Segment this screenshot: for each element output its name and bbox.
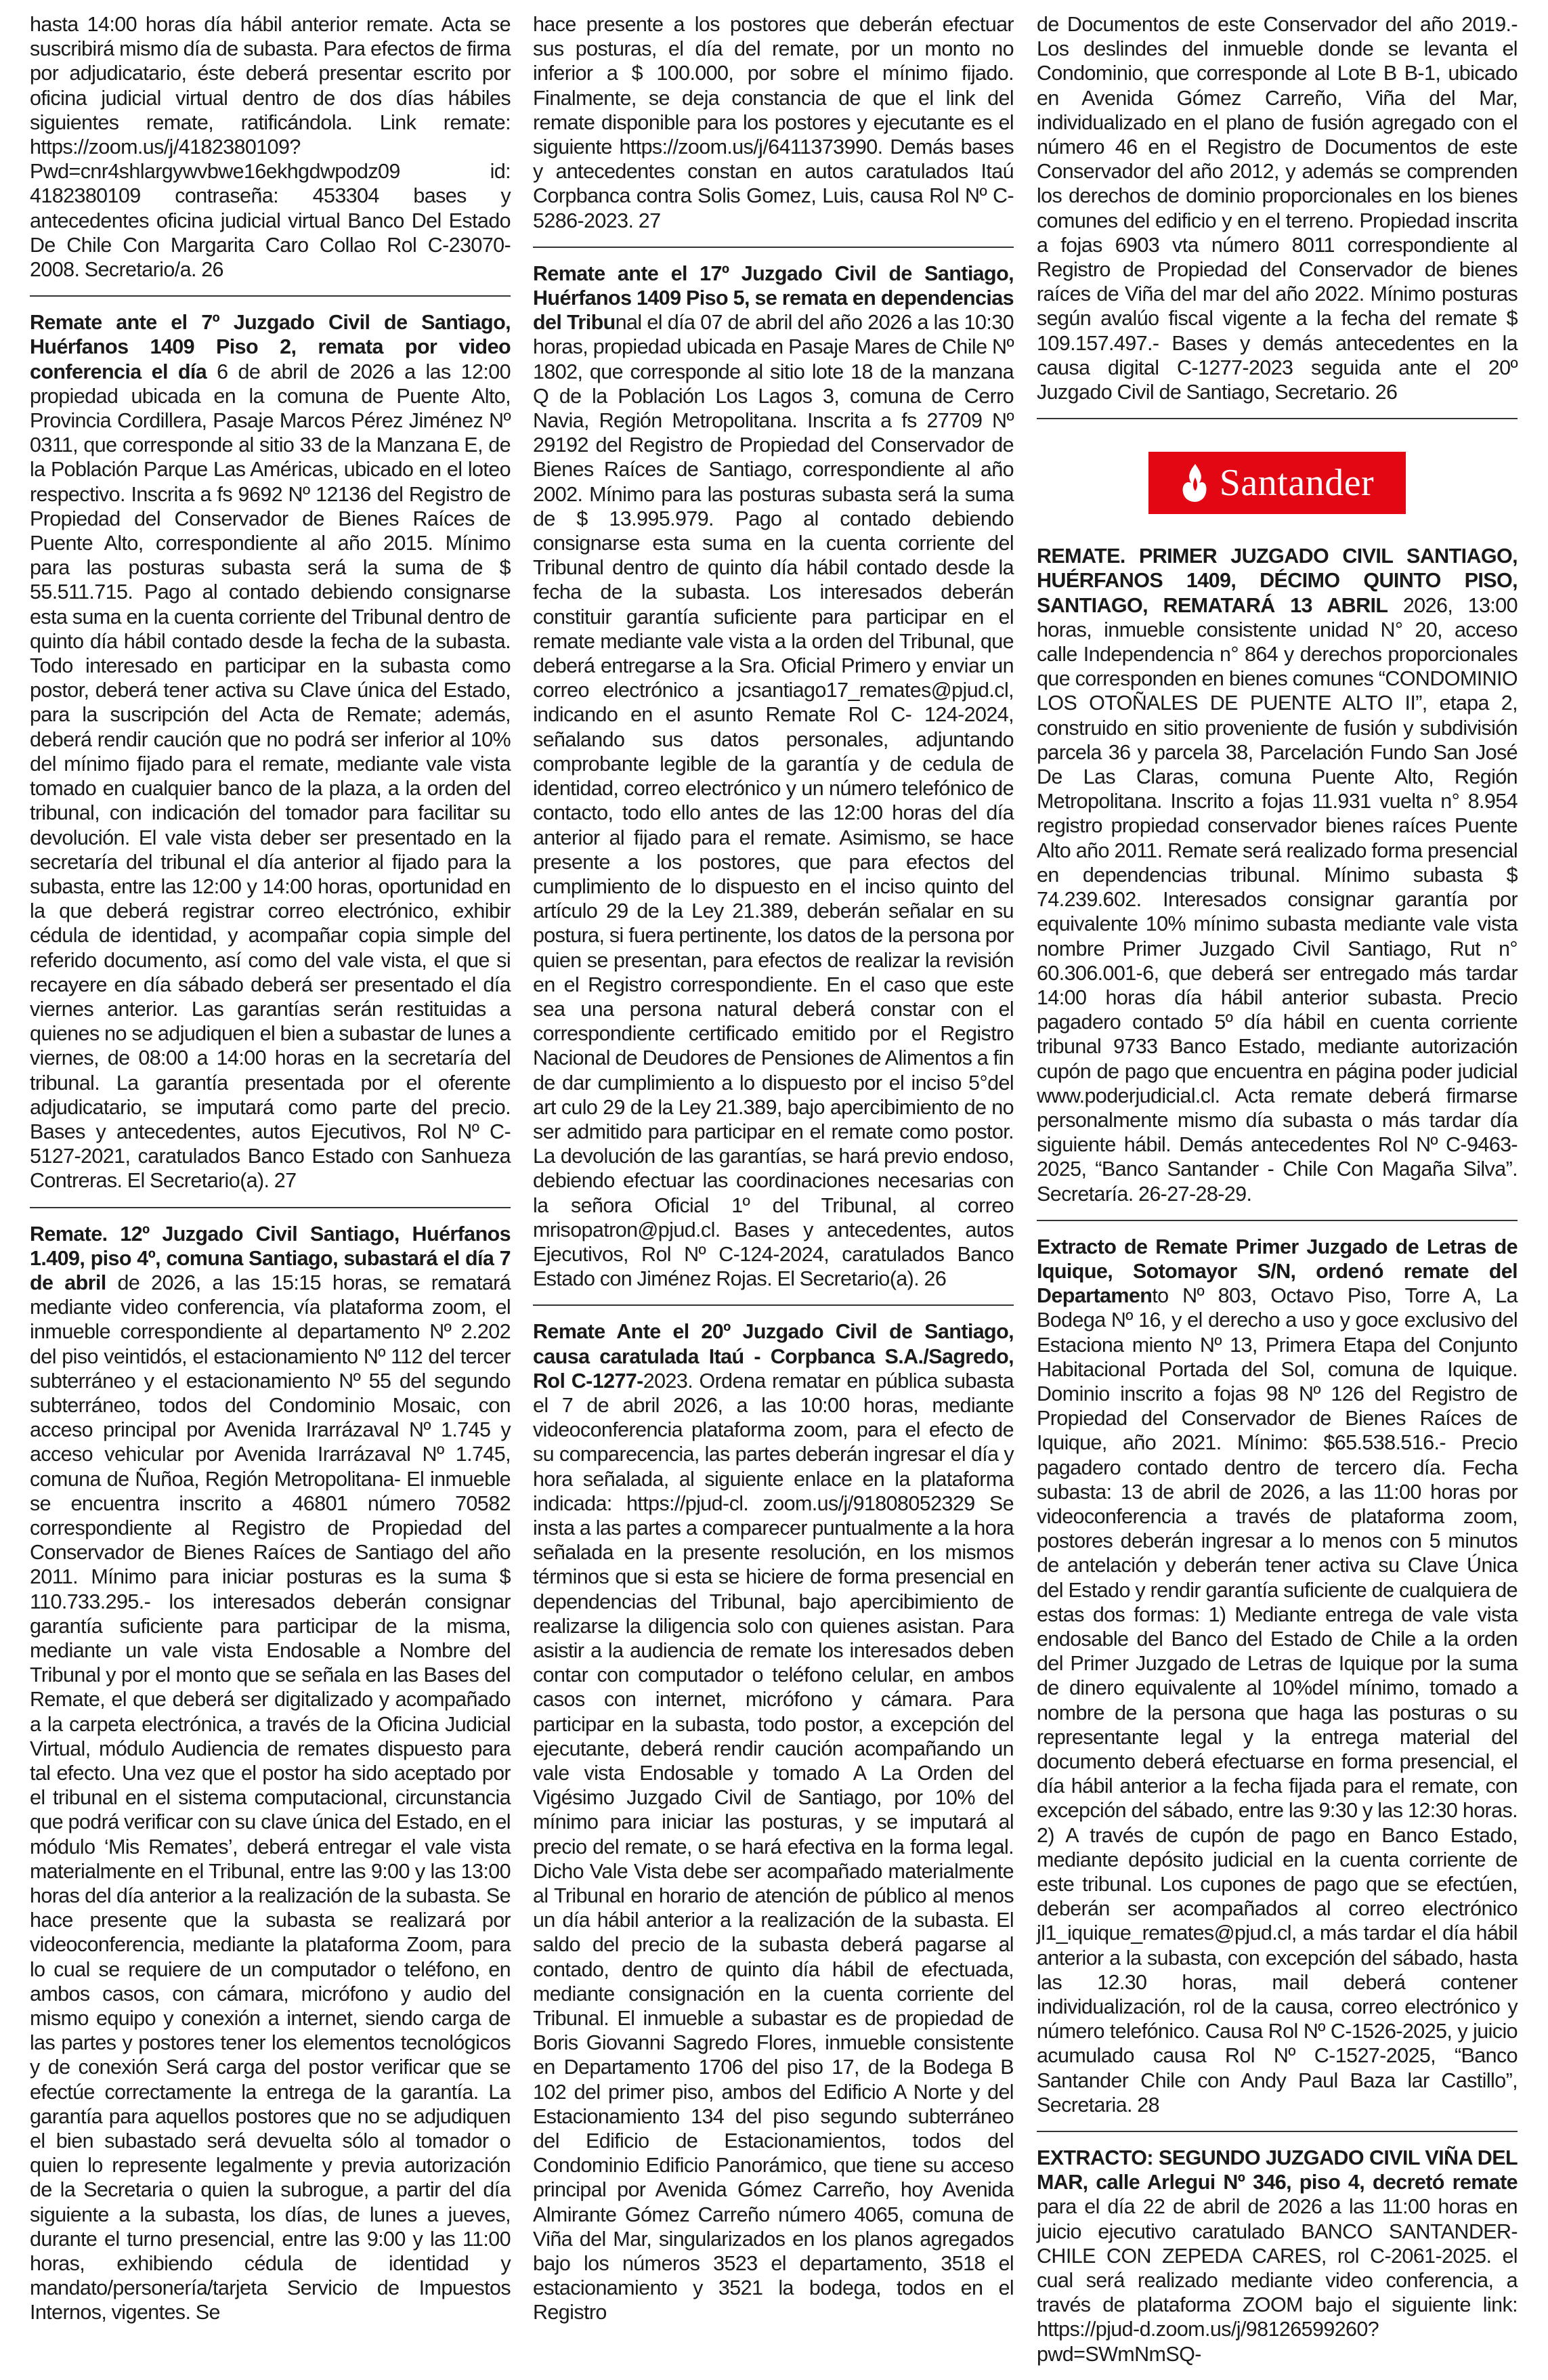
notice-heading: REMATE. PRIMER JUZGADO CIVIL SANTIAGO, HUÉRFANOS 1409, DÉCIMO QUINTO PISO, SANTIAGO, REMATARÁ 13 ABRIL [1037, 545, 1518, 617]
notice-iquique: Extracto de Remate Primer Juzgado de Letras de Iquique, Sotomayor S/N, ordenó remate del Departamento Nº 803, Octavo Piso, Torre A, La Bodega Nº 16, y el derecho a uso y goce exclusivo del Estaciona miento Nº 13, Primera Etapa del Conjunto Habitacional Portada del Sol, comuna de Iquique. Dominio inscrito a fojas 98 Nº 126 del Registro de Propiedad del Conservador de Bienes Raíces de Iquique, año 2021. Mínimo: $65.538.516.- Precio pagadero contado dentro de tercero día. Fecha subasta: 13 de abril de 2026, a las 11:00 horas por videoconferencia a través de plataforma zoom, postores deberán ingresar a lo menos con 5 minutos de antelación y deberán tener activa su Clave Única del Estado y rendir garantía suficiente de cualquiera de estas dos formas: 1) Mediante entrega de vale vista endosable del Banco del Estado de Chile a la orden del Primer Juzgado de Letras de Iquique por la suma de dinero equivalente al 10%del mínimo, tomado a nombre de la persona que haga las posturas o su representante legal y la entrega material del documento deberá efectuarse en forma presencial, el día hábil anterior a la fecha fijada para el remate, con excepción del sábado, entre las 9:30 y las 12:30 horas. 2) A través de cupón de pago en Banco Estado, mediante depósito judicial en la cuenta corriente de este tribunal. Los cupones de pago que se efectúen, deberán ser acompañados al correo electrónico jl1_iquique_remates@pjud.cl, a más tardar el día hábil anterior a la subasta, con excepción del sábado, hasta las 12.30 horas, mail deberá contener individualización, rol de la causa, correo electrónico y número telefónico. Causa Rol Nº C-1526-2025, y juicio acumulado causa Rol Nº C-1527-2025, “Banco Santander Chile con Andy Paul Baza lar Castillo”, Secretaria. 28 [1037, 1235, 1518, 2117]
divider [30, 1207, 511, 1208]
divider [1037, 1220, 1518, 1221]
notice-12-juzgado: Remate. 12º Juzgado Civil Santiago, Huérfanos 1.409, piso 4º, comuna Santiago, subastará el día 7 de abril de 2026, a las 15:15 horas, se rematará mediante video conferencia, vía plataforma zoom, el inmueble correspondiente al departamento Nº 2.202 del piso veintidós, el estacionamiento Nº 112 del tercer subterráneo y el estacionamiento Nº 55 del segundo subterráneo, todos del Condominio Mosaic, con acceso principal por Avenida Irarrázaval Nº 1.745 y acceso vehicular por Avenida Irarrázaval Nº 1.745, comuna de Ñuñoa, Región Metropolitana- El inmueble se encuentra inscrito a 46801 número 70582 correspondiente al Registro de Propiedad del Conservador de Bienes Raíces de Santiago del año 2011. Mínimo para iniciar posturas es la suma $ 110.733.295.- los interesados deberán consignar garantía suficiente para participar de la misma, mediante un vale vista Endosable a Nombre del Tribunal y por el monto que se señala en las Bases del Remate, el que deberá ser digitalizado y acompañado a la carpeta electrónica, a través de la Oficina Judicial Virtual, módulo Audiencia de remates dispuesto para tal efecto. Una vez que el postor ha sido aceptado por el tribunal en el sistema computacional, circunstancia que podrá verificar con su clave única del Estado, en el módulo ‘Mis Remates’, deberá entregar el vale vista materialmente en el Tribunal, entre las 9:00 y las 13:00 horas del día anterior a la realización de la subasta. Se hace presente que la subasta se realizará por videoconferencia, mediante la plataforma Zoom, para lo cual se requiere de un computador o teléfono, en ambos casos, con cámara, micrófono y audio del mismo equipo y conexión a internet, siendo carga de las partes y postores tener los elementos tecnológicos y de conexión Será carga del postor verificar que se efectúe correctamente la entrega de la garantía. La garantía para aquellos postores que no se adjudiquen el bien subastado será devuelta sólo al tomador o quien lo represente legalmente y previa autorización de la Secretaria o quien la subrogue, a partir del día siguiente a la subasta, los días, de lunes a jueves, durante el turno presencial, entre las 9:00 y las 11:00 horas, exhibiendo cédula de identidad y mandato/personería/tarjeta Servicio de Impuestos Internos, vigentes. Se [30, 1222, 511, 2324]
column-3 [1037, 12, 1518, 2380]
santander-logo [1037, 433, 1518, 533]
divider [1037, 418, 1518, 419]
notice-continuation: hace presente a los postores que deberán efectuar sus posturas, el día del remate, por un monto no inferior a $ 100.000, por sobre el mínimo fijado. Finalmente, se deja constancia de que el link del remate disponible para los postores y ejecutante es el siguiente https://zoom.us/j/6411373990. Demás bases y antecedentes constan en autos caratulados Itaú Corpbanca contra Solis Gomez, Luis, causa Rol Nº C-5286-2023. 27 [533, 13, 1014, 232]
notice-17-juzgado: Remate ante el 17º Juzgado Civil de Santiago, Huérfanos 1409 Piso 5, se remata en dependencias del Tribunal el día 07 de abril del año 2026 a las 10:30 horas, propiedad ubicada en Pasaje Mares de Chile Nº 1802, que corresponde al sitio lote 18 de la manzana Q de la Población Los Lagos 3, comuna de Cerro Navia, Región Metropolitana. Inscrita a fs 27709 Nº 29192 del Registro de Propiedad del Conservador de Bienes Raíces de Santiago, correspondiente al año 2002. Mínimo para las posturas subasta será la suma de $ 13.995.979. Pago al contado debiendo consignarse esta suma en la cuenta corriente del Tribunal dentro de quinto día hábil contado desde la fecha de la subasta. Los interesados deberán constituir garantía suficiente para participar en el remate mediante vale vista a la orden del Tribunal, que deberá entregarse a la Sra. Oficial Primero y enviar un correo electrónico a jcsantiago17_remates@pjud.cl, indicando en el asunto Remate Rol C- 124-2024, señalando sus datos personales, adjuntando comprobante legible de la garantía y de cedula de identidad, correo electrónico y un número telefónico de contacto, todo ello antes de las 12:00 horas del día anterior al fijado para el remate. Asimismo, se hace presente a los postores, que para efectos del cumplimiento de lo dispuesto en el inciso quinto del artículo 29 de la Ley 21.389, deberán señalar en su postura, si fuera pertinente, los datos de la persona por quien se presentan, para efectos de realizar la revisión en el Registro correspondiente. En el caso que este sea una persona natural deberá constar con el correspondiente certificado emitido por el Registro Nacional de Deudores de Pensiones de Alimentos a fin de dar cumplimiento a lo dispuesto por el inciso 5°del art culo 29 de la Ley 21.389, bajo apercibimiento de no ser admitido para participar en el remate como postor. La devolución de las garantías, se hará previo endoso, debiendo efectuar las coordinaciones necesarias con la señora Oficial 1º del Tribunal, al correo mrisopatron@pjud.cl. Bases y antecedentes, autos Ejecutivos, Rol Nº C-124-2024, caratulados Banco Estado con Jiménez Rojas. El Secretario(a). 26 [533, 261, 1014, 1291]
notice-vina-del-mar: EXTRACTO: SEGUNDO JUZGADO CIVIL VIÑA DEL MAR, calle Arlegui Nº 346, piso 4, decretó remate para el día 22 de abril de 2026 a las 11:00 horas en juicio ejecutivo caratulado BANCO SANTANDER-CHILE CON ZEPEDA CARES, rol C-2061-2025. el cual será realizado mediante video conferencia, a través de plataforma ZOOM bajo el siguiente link: https://pjud-d.zoom.us/j/98126599260?pwd=SWmNmSQ- [1037, 2146, 1518, 2366]
notice-7-juzgado: Remate ante el 7º Juzgado Civil de Santiago, Huérfanos 1409 Piso 2, remata por video conferencia el día 6 de abril de 2026 a las 12:00 propiedad ubicada en la comuna de Puente Alto, Provincia Cordillera, Pasaje Marcos Pérez Jiménez Nº 0311, que corresponde al sitio 33 de la Manzana E, de la Población Parque Las Américas, ubicado en el loteo respectivo. Inscrita a fs 9692 Nº 12136 del Registro de Propiedad del Conservador de Bienes Raíces de Puente Alto, correspondiente al año 2015. Mínimo para las posturas subasta será la suma de $ 55.511.715. Pago al contado debiendo consignarse esta suma en la cuenta corriente del Tribunal dentro de quinto día hábil contado desde la fecha de la subasta. Todo interesado en participar en la subasta como postor, deberá tener activa su Clave única del Estado, para la suscripción del Acta de Remate; además, deberá rendir caución que no podrá ser inferior al 10% del mínimo fijado para el remate, mediante vale vista tomado en cualquier banco de la plaza, a la orden del tribunal, con indicación del tomador para facilitar su devolución. El vale vista deber ser presentado en la secretaría del tribunal el día anterior al fijado para la subasta, entre las 12:00 y 14:00 horas, oportunidad en la que deberá registrar correo electrónico, exhibir cédula de identidad, y acompañar copia simple del referido documento, así como del vale vista, el que si recayere en día sábado deberá ser presentado el día viernes anterior. Las garantías serán restituidas a quienes no se adjudiquen el bien a subastar de lunes a viernes, de 08:00 a 14:00 horas en la secretaría del tribunal. La garantía presentada por el oferente adjudicatario, se imputará como parte del precio. Bases y antecedentes, autos Ejecutivos, Rol Nº C-5127-2021, caratulados Banco Estado con Sanhueza Contreras. El Secretario(a). 27 [30, 311, 511, 1193]
notice-20-juzgado: Remate Ante el 20º Juzgado Civil de Santiago, causa caratulada Itaú - Corpbanca S.A./Sagredo, Rol C-1277-2023. Ordena rematar en pública subasta el 7 de abril 2026, a las 10:00 horas, mediante videoconferencia plataforma zoom, para el efecto de su comparecencia, las partes deberán ingresar el día y hora señalada, al siguiente enlace en la plataforma indicada: https://pjud-cl. zoom.us/j/91808052329 Se insta a las partes a comparecer puntualmente a la hora señalada en la presente resolución, en los mismos términos que si esta se hiciere de forma presencial en dependencias del Tribunal, bajo apercibimiento de realizarse la diligencia solo con quienes asistan. Para asistir a la audiencia de remate los interesados deben contar con computador o teléfono celular, en ambos casos con internet, micrófono y cámara. Para participar en la subasta, todo postor, a excepción del ejecutante, deberá rendir caución acompañando un vale vista Endosable y tomado A La Orden del Vigésimo Juzgado Civil de Santiago, por 10% del mínimo para iniciar las posturas, y se imputará al precio del remate, o se hará efectiva en la forma legal. Dicho Vale Vista debe ser acompañado materialmente al Tribunal en horario de atención de público al menos un día hábil anterior a la realización de la subasta. El saldo del precio de la subasta deberá pagarse al contado, dentro de quinto día hábil de efectuada, mediante consignación en la cuenta corriente del Tribunal. El inmueble a subastar es de propiedad de Boris Giovanni Sagredo Flores, inmueble consistente en Departamento 1706 del piso 17, de la Bodega B 102 del primer piso, ambos del Edificio A Norte y del Estacionamiento 134 del piso segundo subterráneo del Edificio de Estacionamientos, todos del Condominio Edificio Panorámico, que tiene su acceso principal por Avenida Gómez Carreño, hoy Avenida Almirante Gómez Carreño número 4065, comuna de Viña del Mar, singularizados en los planos agregados bajo los números 3523 el departamento, 3518 el estacionamiento y 3521 la bodega, todos en el Registro [533, 1320, 1014, 2324]
notice-heading: EXTRACTO: SEGUNDO JUZGADO CIVIL VIÑA DEL MAR, calle Arlegui Nº 346, piso 4, decretó remate [1037, 2146, 1518, 2194]
notice-heading: Remate ante el 7º Juzgado Civil de Santiago, Huérfanos 1409 Piso 2, remata por video conferencia el día [30, 311, 511, 383]
notice-heading: Remate. 12º Juzgado Civil Santiago, Huérfanos 1.409, piso 4º, comuna Santiago, subastará el día 7 de abril [30, 1222, 511, 1294]
notice-primer-juzgado: REMATE. PRIMER JUZGADO CIVIL SANTIAGO, HUÉRFANOS 1409, DÉCIMO QUINTO PISO, SANTIAGO, REMATARÁ 13 ABRIL 2026, 13:00 horas, inmueble consistente unidad N° 20, acceso calle Independencia n° 864 y derechos proporcionales que corresponden en bienes comunes “CONDOMINIO LOS OTOÑALES DE PUENTE ALTO II”, etapa 2, construido en sitio proveniente de fusión y subdivisión parcela 36 y parcela 38, Parcelación Fundo San José De Las Claras, comuna Puente Alto, Región Metropolitana. Inscrito a fojas 11.931 vuelta n° 8.954 registro propiedad conservador bienes raíces Puente Alto año 2011. Remate será realizado forma presencial en dependencias tribunal. Mínimo subasta $ 74.239.602. Interesados consignar garantía por equivalente 10% mínimo subasta mediante vale vista nombre Primer Juzgado Civil Santiago, Rut n° 60.306.001-6, que deberá ser entregado más tardar 14:00 horas día hábil anterior subasta. Precio pagadero contado 5º día hábil en cuenta corriente tribunal 9733 Banco Estado, mediante autorización cupón de pago que encuentra en página poder judicial www.poderjudicial.cl. Acta remate deberá firmarse personalmente mismo día subasta o más tardar día siguiente hábil. Demás antecedentes Rol Nº C-9463-2025, “Banco Santander - Chile Con Magaña Silva”. Secretaría. 26-27-28-29. [1037, 545, 1518, 1206]
notice-continuation: hasta 14:00 horas día hábil anterior remate. Acta se suscribirá mismo día de subasta. Para efectos de firma por adjudicatario, éste deberá presentar escrito por oficina judicial virtual dentro de dos días hábiles siguientes remate, ratificándola. Link remate: https://zoom.us/j/4182380109? Pwd=cnr4shlargywvbwe16ekhgdwpodz09 id: 4182380109 contraseña: 453304 bases y antecedentes oficina judicial virtual Banco Del Estado De Chile Con Margarita Caro Collao Rol C-23070-2008. Secretario/a. 26 [30, 13, 511, 282]
divider [533, 1304, 1014, 1306]
notice-continuation: de Documentos de este Conservador del año 2019.- Los deslindes del inmueble donde se levanta el Condominio, que corresponde al Lote B B-1, ubicado en Avenida Gómez Carreño, Viña del Mar, individualizado en el plano de fusión agregado con el número 46 en el Registro de Documentos de este Conservador del año 2012, y además se comprenden los derechos de dominio proporcionales en los bienes comunes del edificio y en el terreno. Propiedad inscrita a fojas 6903 vta número 8011 correspondiente al Registro de Propiedad del Conservador de bienes raíces de Viña del mar del año 2022. Mínimo posturas según avalúo fiscal vigente a la fecha del remate $ 109.157.497.- Bases y demás antecedentes en la causa digital C-1277-2023 seguida ante el 20º Juzgado Civil de Santiago, Secretario. 26 [1037, 13, 1518, 404]
notice-heading: Extracto de Remate Primer Juzgado de Letras de Iquique, Sotomayor S/N, ordenó remate del Departamen [1037, 1235, 1518, 1308]
notice-heading: Remate Ante el 20º Juzgado Civil de Santiago, causa caratulada Itaú - Corpbanca S.A./Sagredo, Rol C-1277- [533, 1320, 1014, 1393]
notice-heading: Remate ante el 17º Juzgado Civil de Santiago, Huérfanos 1409 Piso 5, se remata en dependencias del Tribu [533, 261, 1014, 335]
santander-flame-icon [1180, 463, 1210, 503]
column-1 [30, 12, 511, 2339]
divider [533, 247, 1014, 248]
divider [1037, 2131, 1518, 2132]
divider [30, 295, 511, 297]
column-2 [533, 12, 1014, 2339]
santander-wordmark: Santander [1219, 462, 1375, 505]
